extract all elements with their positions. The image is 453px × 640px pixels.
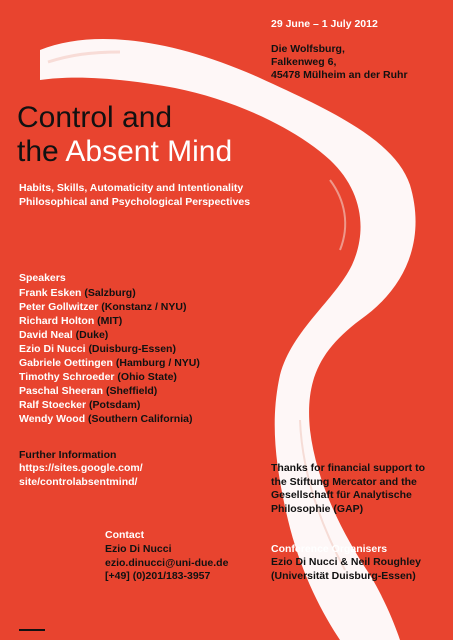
speaker-item	[19, 286, 200, 300]
speaker-affiliation: (Ohio State)	[117, 371, 177, 383]
thanks-line: Thanks for financial support to	[271, 462, 426, 474]
contact-email: ezio.dinucci@uni-due.de	[105, 556, 229, 569]
speaker-affiliation: (Konstanz / NYU)	[101, 301, 187, 313]
speakers-list	[19, 286, 200, 426]
speaker-item	[19, 412, 200, 426]
speaker-item	[19, 342, 200, 356]
speaker-name: Wendy Wood	[19, 413, 86, 425]
organisers-details	[271, 556, 421, 583]
further-info-url	[19, 462, 143, 489]
organisers-names: Ezio Di Nucci & Neil Roughley	[271, 556, 421, 568]
sponsor-logo-mark	[19, 629, 45, 637]
speaker-item	[19, 356, 200, 370]
speaker-affiliation: (MIT)	[97, 315, 123, 327]
speaker-item	[19, 300, 200, 314]
speaker-affiliation: (Potsdam)	[89, 399, 141, 411]
contact-heading: Contact	[105, 529, 145, 541]
further-info-heading: Further Information	[19, 449, 117, 461]
speaker-item	[19, 384, 200, 398]
speaker-affiliation: (Salzburg)	[84, 287, 136, 299]
speaker-item	[19, 398, 200, 412]
title-line-2-dark: the	[17, 135, 66, 168]
event-date: 29 June – 1 July 2012	[271, 18, 378, 30]
speaker-name: Ralf Stoecker	[19, 399, 87, 411]
speaker-name: Timothy Schroeder	[19, 371, 115, 383]
contact-phone: [+49] (0)201/183-3957	[105, 570, 211, 582]
speaker-affiliation: (Duisburg-Essen)	[88, 343, 176, 355]
contact-name: Ezio Di Nucci	[105, 543, 172, 555]
thanks-line: Gesellschaft für Analytische	[271, 489, 412, 501]
speaker-name: Peter Gollwitzer	[19, 301, 99, 313]
url-line: site/controlabsentmind/	[19, 475, 138, 488]
speaker-name: Gabriele Oettingen	[19, 357, 113, 369]
title-line-2-light: Absent Mind	[65, 135, 233, 168]
speakers-heading: Speakers	[19, 272, 66, 284]
subtitle-line: Habits, Skills, Automaticity and Intentionality	[19, 182, 244, 194]
funding-thanks	[271, 462, 425, 516]
poster-title	[17, 101, 232, 169]
poster-subtitle	[19, 182, 250, 209]
speaker-name: David Neal	[19, 329, 73, 341]
speaker-name: Paschal Sheeran	[19, 385, 104, 397]
speaker-name: Richard Holton	[19, 315, 95, 327]
speaker-item	[19, 370, 200, 384]
thanks-line: the Stiftung Mercator and the	[271, 475, 417, 488]
speaker-name: Frank Esken	[19, 287, 82, 299]
speaker-name: Ezio Di Nucci	[19, 343, 86, 355]
organisers-heading: Conference Organisers	[271, 543, 388, 555]
venue-line: 45478 Mülheim an der Ruhr	[271, 69, 408, 81]
speaker-affiliation: (Sheffield)	[105, 385, 158, 397]
url-line: https://sites.google.com/	[19, 462, 143, 474]
speaker-item	[19, 328, 200, 342]
speaker-affiliation: (Duke)	[75, 329, 109, 341]
speaker-affiliation: (Hamburg / NYU)	[115, 357, 200, 369]
contact-details	[105, 543, 228, 584]
subtitle-line: Philosophical and Psychological Perspectives	[19, 195, 251, 208]
speaker-item	[19, 314, 200, 328]
venue-line: Die Wolfsburg,	[271, 43, 345, 55]
venue-address	[271, 43, 408, 82]
venue-line: Falkenweg 6,	[271, 56, 337, 68]
speaker-affiliation: (Southern California)	[88, 413, 193, 425]
title-line-1: Control and	[17, 101, 173, 134]
thanks-line: Philosophie (GAP)	[271, 502, 364, 515]
organisers-affiliation: (Universität Duisburg-Essen)	[271, 569, 416, 582]
